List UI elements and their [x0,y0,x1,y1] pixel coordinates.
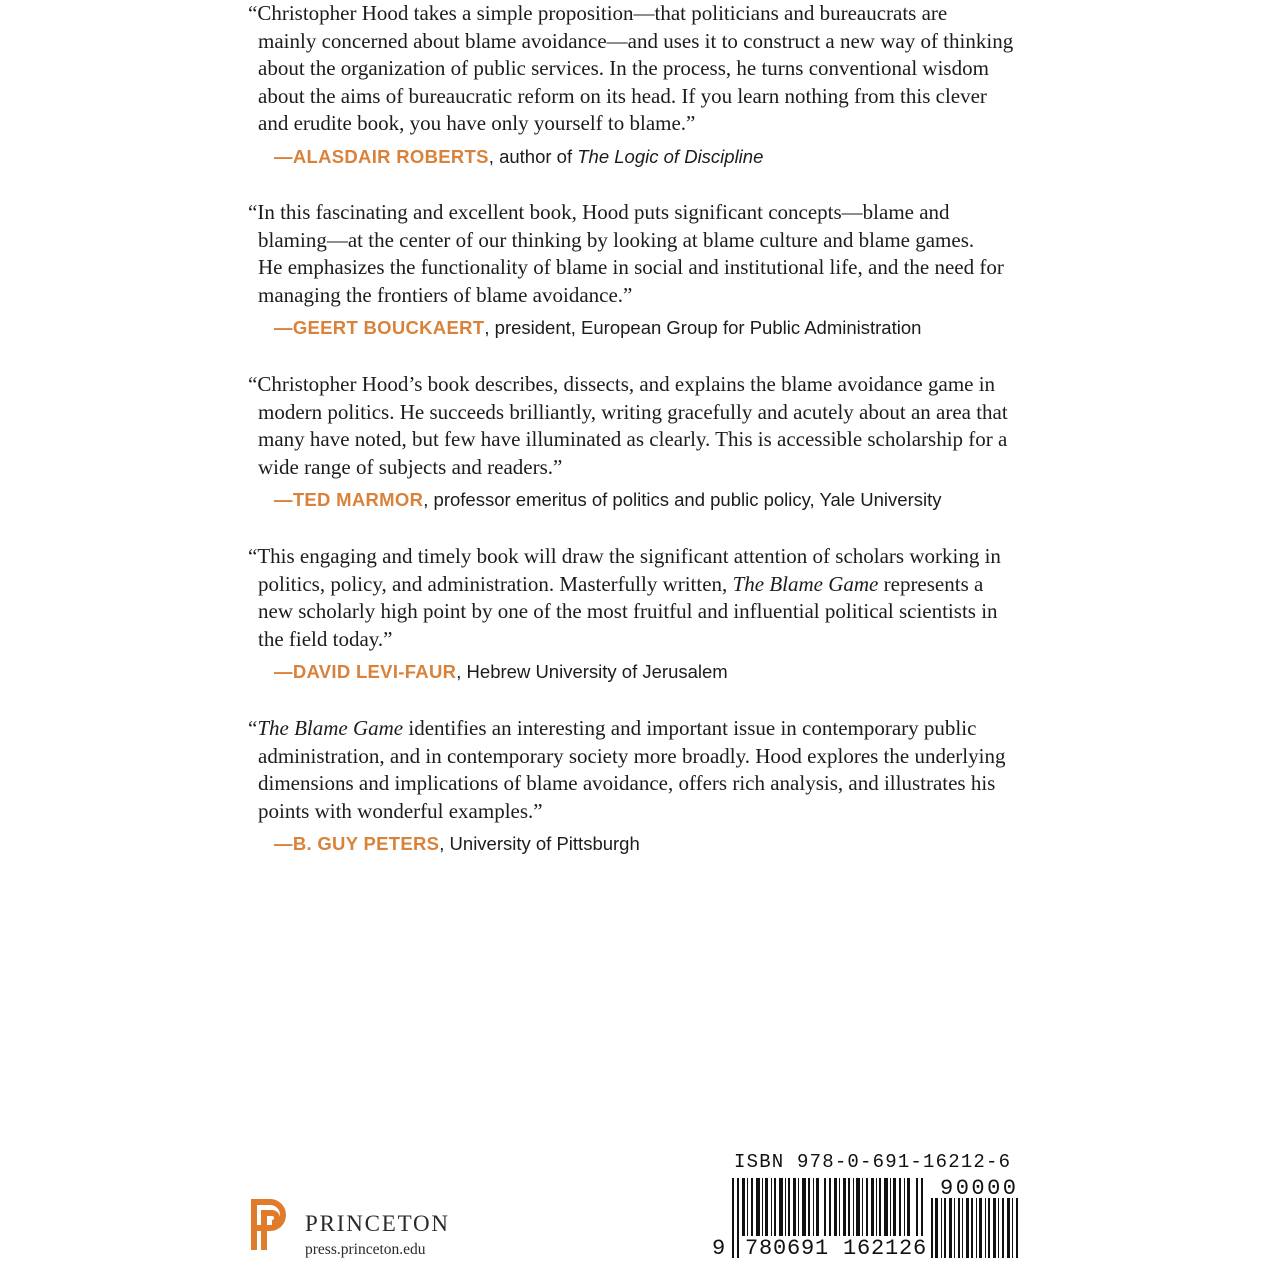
quote-line: wide range of subjects and readers.” [258,454,563,479]
attribution [248,659,1048,685]
attribution-dash: — [274,317,293,338]
reviewer-name: GEERT BOUCKAERT [292,317,485,338]
ean-prefix-digit: 9 [712,1236,726,1261]
quote-line: administration, and in contemporary society more broadly. Hood explores the underlying [258,743,1006,768]
quote-line: many have noted, but few have illuminated as clearly. This is accessible scholarship for a [258,427,1008,451]
quote-line: and erudite book, you have only yourself to blame.” [258,111,696,135]
addon-digits: 90000 [940,1176,1019,1201]
quote-line: dimensions and implications of blame avoidance, offers rich analysis, and illustrates his [258,771,996,795]
book-title: The Blame Game [257,716,404,740]
blurb-bouckaert [248,199,1048,341]
quote-line: the field today.” [258,626,393,651]
attribution-dash: — [274,833,293,854]
blurb-peters [248,715,1048,857]
quote-line: “In this fascinating and excellent book, Hood puts significant concepts—blame and [248,200,950,224]
quote-line: politics, policy, and administration. Masterfully written, The Blame Game represents a [258,571,984,596]
reviewer-name: B. GUY PETERS [292,833,440,854]
reviewer-affiliation: , author of [488,145,578,167]
attribution [248,315,1048,341]
reviewer-name: DAVID LEVI-FAUR [292,661,457,682]
publisher-url[interactable]: press.princeton.edu [305,1241,426,1258]
reviewer-name: TED MARMOR [292,489,424,510]
reviewer-name: ALASDAIR ROBERTS [292,145,489,167]
attribution [248,831,1048,857]
reviewer-affiliation: , professor emeritus of politics and public policy, Yale University [423,489,942,510]
quote-line: mainly concerned about blame avoidance—and uses it to construct a new way of thinking [258,28,1014,53]
reviewer-affiliation: , University of Pittsburgh [439,833,640,854]
attribution-dash: — [274,145,293,167]
attribution [248,487,1048,513]
quote-line: modern politics. He succeeds brilliantly, writing gracefully and acutely about an area that [258,399,1008,424]
quote-line: about the aims of bureaucratic reform on its head. If you learn nothing from this clever [258,83,987,108]
quote-line: about the organization of public services. In the process, he turns conventional wisdom [258,56,989,80]
quote-line: “This engaging and timely book will draw the significant attention of scholars working in [248,544,1001,568]
quote-line: blaming—at the center of our thinking by looking at blame culture and blame games. [258,227,975,252]
book-title: The Blame Game [732,571,879,596]
blurb-marmor [248,371,1048,513]
blurb-levi-faur [248,543,1048,685]
quote-line: points with wonderful examples.” [258,798,543,823]
addon-barcode [931,1198,1021,1258]
quote-line: “The Blame Game identifies an interesting and important issue in contemporary public [248,716,977,740]
reviewer-affiliation: , president, European Group for Public Administration [484,317,922,338]
quote-line: managing the frontiers of blame avoidance.” [258,282,633,307]
blurb-roberts [248,0,1048,170]
attribution-dash: — [274,661,293,682]
reviewer-affiliation: , Hebrew University of Jerusalem [456,661,728,682]
ean-digits: 780691 162126 [745,1236,928,1261]
attribution-dash: — [274,489,293,510]
princeton-p-logo-icon [248,1196,294,1250]
quote-line: new scholarly high point by one of the most fruitful and influential political scientists in [258,599,998,623]
publisher-name: PRINCETON [305,1211,450,1236]
quote-line: “Christopher Hood takes a simple proposition—that politicians and bureaucrats are [248,1,948,25]
reviewer-book-title: The Logic of Discipline [577,145,764,167]
attribution [248,144,1048,170]
quote-line: “Christopher Hood’s book describes, dissects, and explains the blame avoidance game in [248,372,996,396]
isbn-label: ISBN 978-0-691-16212-6 [734,1151,1012,1173]
quote-line: He emphasizes the functionality of blame in social and institutional life, and the need for [258,255,1004,279]
